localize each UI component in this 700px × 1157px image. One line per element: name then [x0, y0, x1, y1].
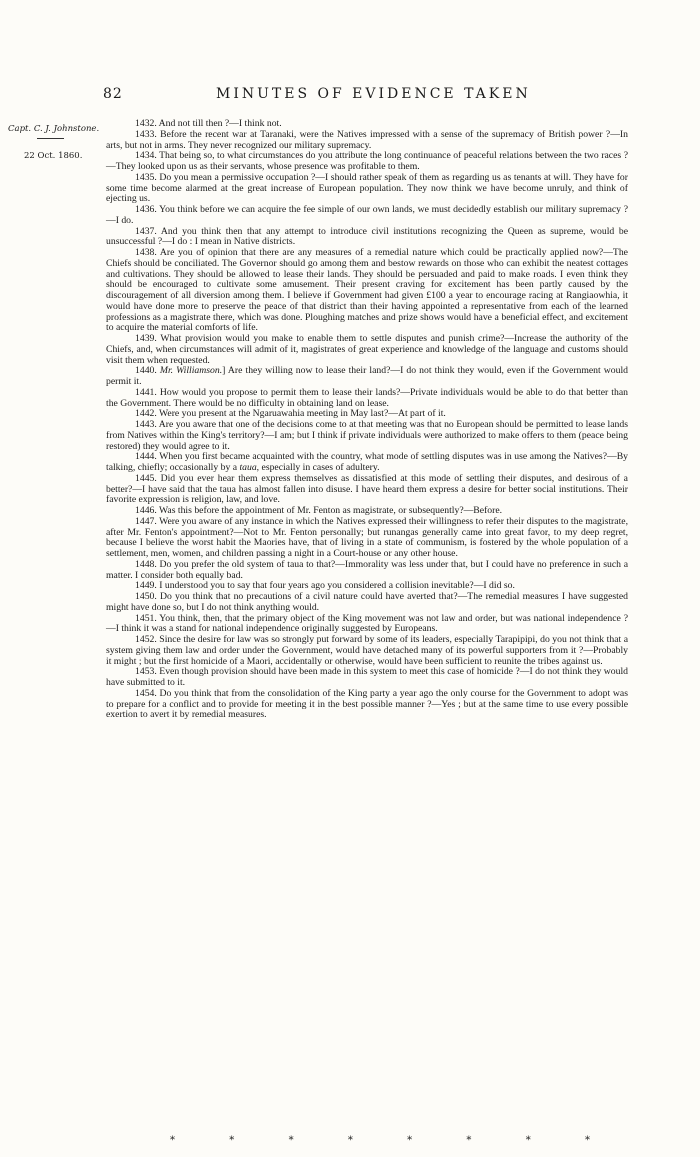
separator-star: *	[466, 1135, 472, 1146]
separator-star: *	[407, 1135, 413, 1146]
separator-star: *	[347, 1135, 353, 1146]
question-1444: 1444. When you first became acquainted with the country, what mode of settling disputes was in use among the Natives?—By talking, chiefly; occasionally by a taua, especially in cases of adultery.	[106, 451, 628, 473]
question-1449: 1449. I understood you to say that four years ago you considered a collision inevitable?—I did so.	[135, 580, 515, 592]
question-1438: 1438. Are you of opinion that there are any measures of a remedial nature which could be practically applied now?—The Chiefs should be conciliated. The Governor should go among them and bestow rewards on those who can exhibit the neatest cottages and cultivations. They should be allowed to lease their lands. They should be persuaded and paid to make roads. I even think they should be encouraged to cultivate some amusement. Their present craving for excitement has been partly caused by the discouragement of all diversion among them. I believe if Government had given £100 a year to encourage racing at Rangiaowhia, it would have done more to preserve the peace of that district than their having appointed a representative from each of the learned professions as a magistrate there, which was done. Ploughing matches and prize shows would have a beneficial effect, and excitement to acquire the material comforts of life.	[106, 247, 628, 334]
margin-rule	[37, 138, 64, 139]
question-1454: 1454. Do you think that from the consolidation of the King party a year ago the only course for the Government to adopt was to prepare for a conflict and to provide for meeting it in the best possible manner ?—Yes ; but at the same time to use every possible exertion to avert it by remedial measures.	[106, 687, 628, 721]
question-1436: 1436. You think before we can acquire the fee simple of our own lands, we must decidedly establish our military supremacy ?—I do.	[106, 204, 628, 226]
question-1442: 1442. Were you present at the Ngaruawahia meeting in May last?—At part of it.	[135, 408, 446, 420]
margin-date: 22 Oct. 1860.	[24, 151, 83, 161]
separator-star: *	[288, 1135, 294, 1146]
running-title: MINUTES OF EVIDENCE TAKEN	[216, 86, 531, 102]
margin-witness-name: Capt. C. J. Johnstone.	[8, 124, 100, 134]
separator-star: *	[584, 1135, 590, 1146]
question-1435: 1435. Do you mean a permissive occupation ?—I should rather speak of them as regarding us as tenants at will. They have for some time become alarmed at the great increase of European population. They now think we have become unruly, and think of ejecting us.	[106, 171, 628, 205]
question-1439: 1439. What provision would you make to enable them to settle disputes and punish crime?—Increase the authority of the Chiefs, and, when circumstances will admit of it, magistrates of great experience and knowledge of the language and customs should visit them when requested.	[106, 333, 628, 366]
question-1448: 1448. Do you prefer the old system of taua to that?—Immorality was less under that, but I could have no preference in such a matter. I consider both equally bad.	[106, 558, 628, 581]
separator-star: *	[170, 1135, 175, 1146]
question-1447: 1447. Were you aware of any instance in which the Natives expressed their willingness to refer their disputes to the magistrate, after Mr. Fenton's appointment?—Not to Mr. Fenton personally; but runangas generally came into great favor, to my deep regret, because I believe the worst habit the Maories have, that of living in a state of communism, is fostered by the whole population of a settlement, men, women, and children passing a night in a Court-house or any other house.	[106, 515, 628, 559]
question-1440: 1440. Mr. Williamson.] Are they willing now to lease their land?—I do not think they would, even if the Government would permit it.	[106, 365, 628, 387]
question-1432: 1432. And not till then ?—I think not.	[135, 118, 282, 129]
section-separator	[170, 1135, 590, 1146]
question-1452: 1452. Since the desire for law was so strongly put forward by some of its leaders, especially Tarapipipi, do you not think that a system giving them law and order under the Government, would have detached many of its powerful supporters from it ?—Probably it might ; but the first homicide of a Maori, accidentally or otherwise, would have been sufficient to reunite the tribes against us.	[106, 634, 628, 667]
question-1446: 1446. Was this before the appointment of Mr. Fenton as magistrate, or subsequently?—Before.	[135, 505, 503, 516]
question-1453: 1453. Even though provision should have been made in this system to meet this case of homicide ?—I do not think they would have submitted to it.	[106, 666, 628, 688]
question-1445: 1445. Did you ever hear them express themselves as dissatisfied at this mode of settling their disputes, and desirous of a better?—I have said that the taua has almost fallen into disuse. I have heard them express a desire for better social institutions. Their favorite expression is religion, law, and love.	[106, 472, 628, 506]
question-1433: 1433. Before the recent war at Taranaki, were the Natives impressed with a sense of the supremacy of British power ?—In arts, but not in arms. They never recognized our military supremacy.	[106, 128, 628, 151]
separator-star: *	[525, 1135, 531, 1146]
evidence-text	[106, 119, 628, 721]
question-1434: 1434. That being so, to what circumstances do you attribute the long continuance of peaceful relations between the two races ?—They looked upon us as their servants, whose presence was profitable to them.	[106, 150, 628, 172]
question-1450: 1450. Do you think that no precautions of a civil nature could have averted that?—The remedial measures I have suggested might have done so, but I do not think anything would.	[106, 591, 628, 613]
separator-star: *	[229, 1135, 235, 1146]
question-1441: 1441. How would you propose to permit them to lease their lands?—Private individuals would be able to do that better than the Government. There would be no difficulty in obtaining land on lease.	[106, 386, 628, 409]
question-1437: 1437. And you think then that any attempt to introduce civil institutions recognizing the Queen as supreme, would be unsuccessful ?—I do : I mean in Native districts.	[106, 225, 628, 248]
question-1451: 1451. You think, then, that the primary object of the King movement was not law and order, but was national independence ?—I think it was a stand for national independence originally suggested by Europeans.	[106, 612, 628, 635]
page-number: 82	[103, 86, 123, 102]
question-1443: 1443. Are you aware that one of the decisions come to at that meeting was that no European should be permitted to lease lands from Natives within the King's territory?—I am; but I think if private individuals were authorized to make offers to them (peace being restored) they would agree to it.	[106, 419, 628, 452]
